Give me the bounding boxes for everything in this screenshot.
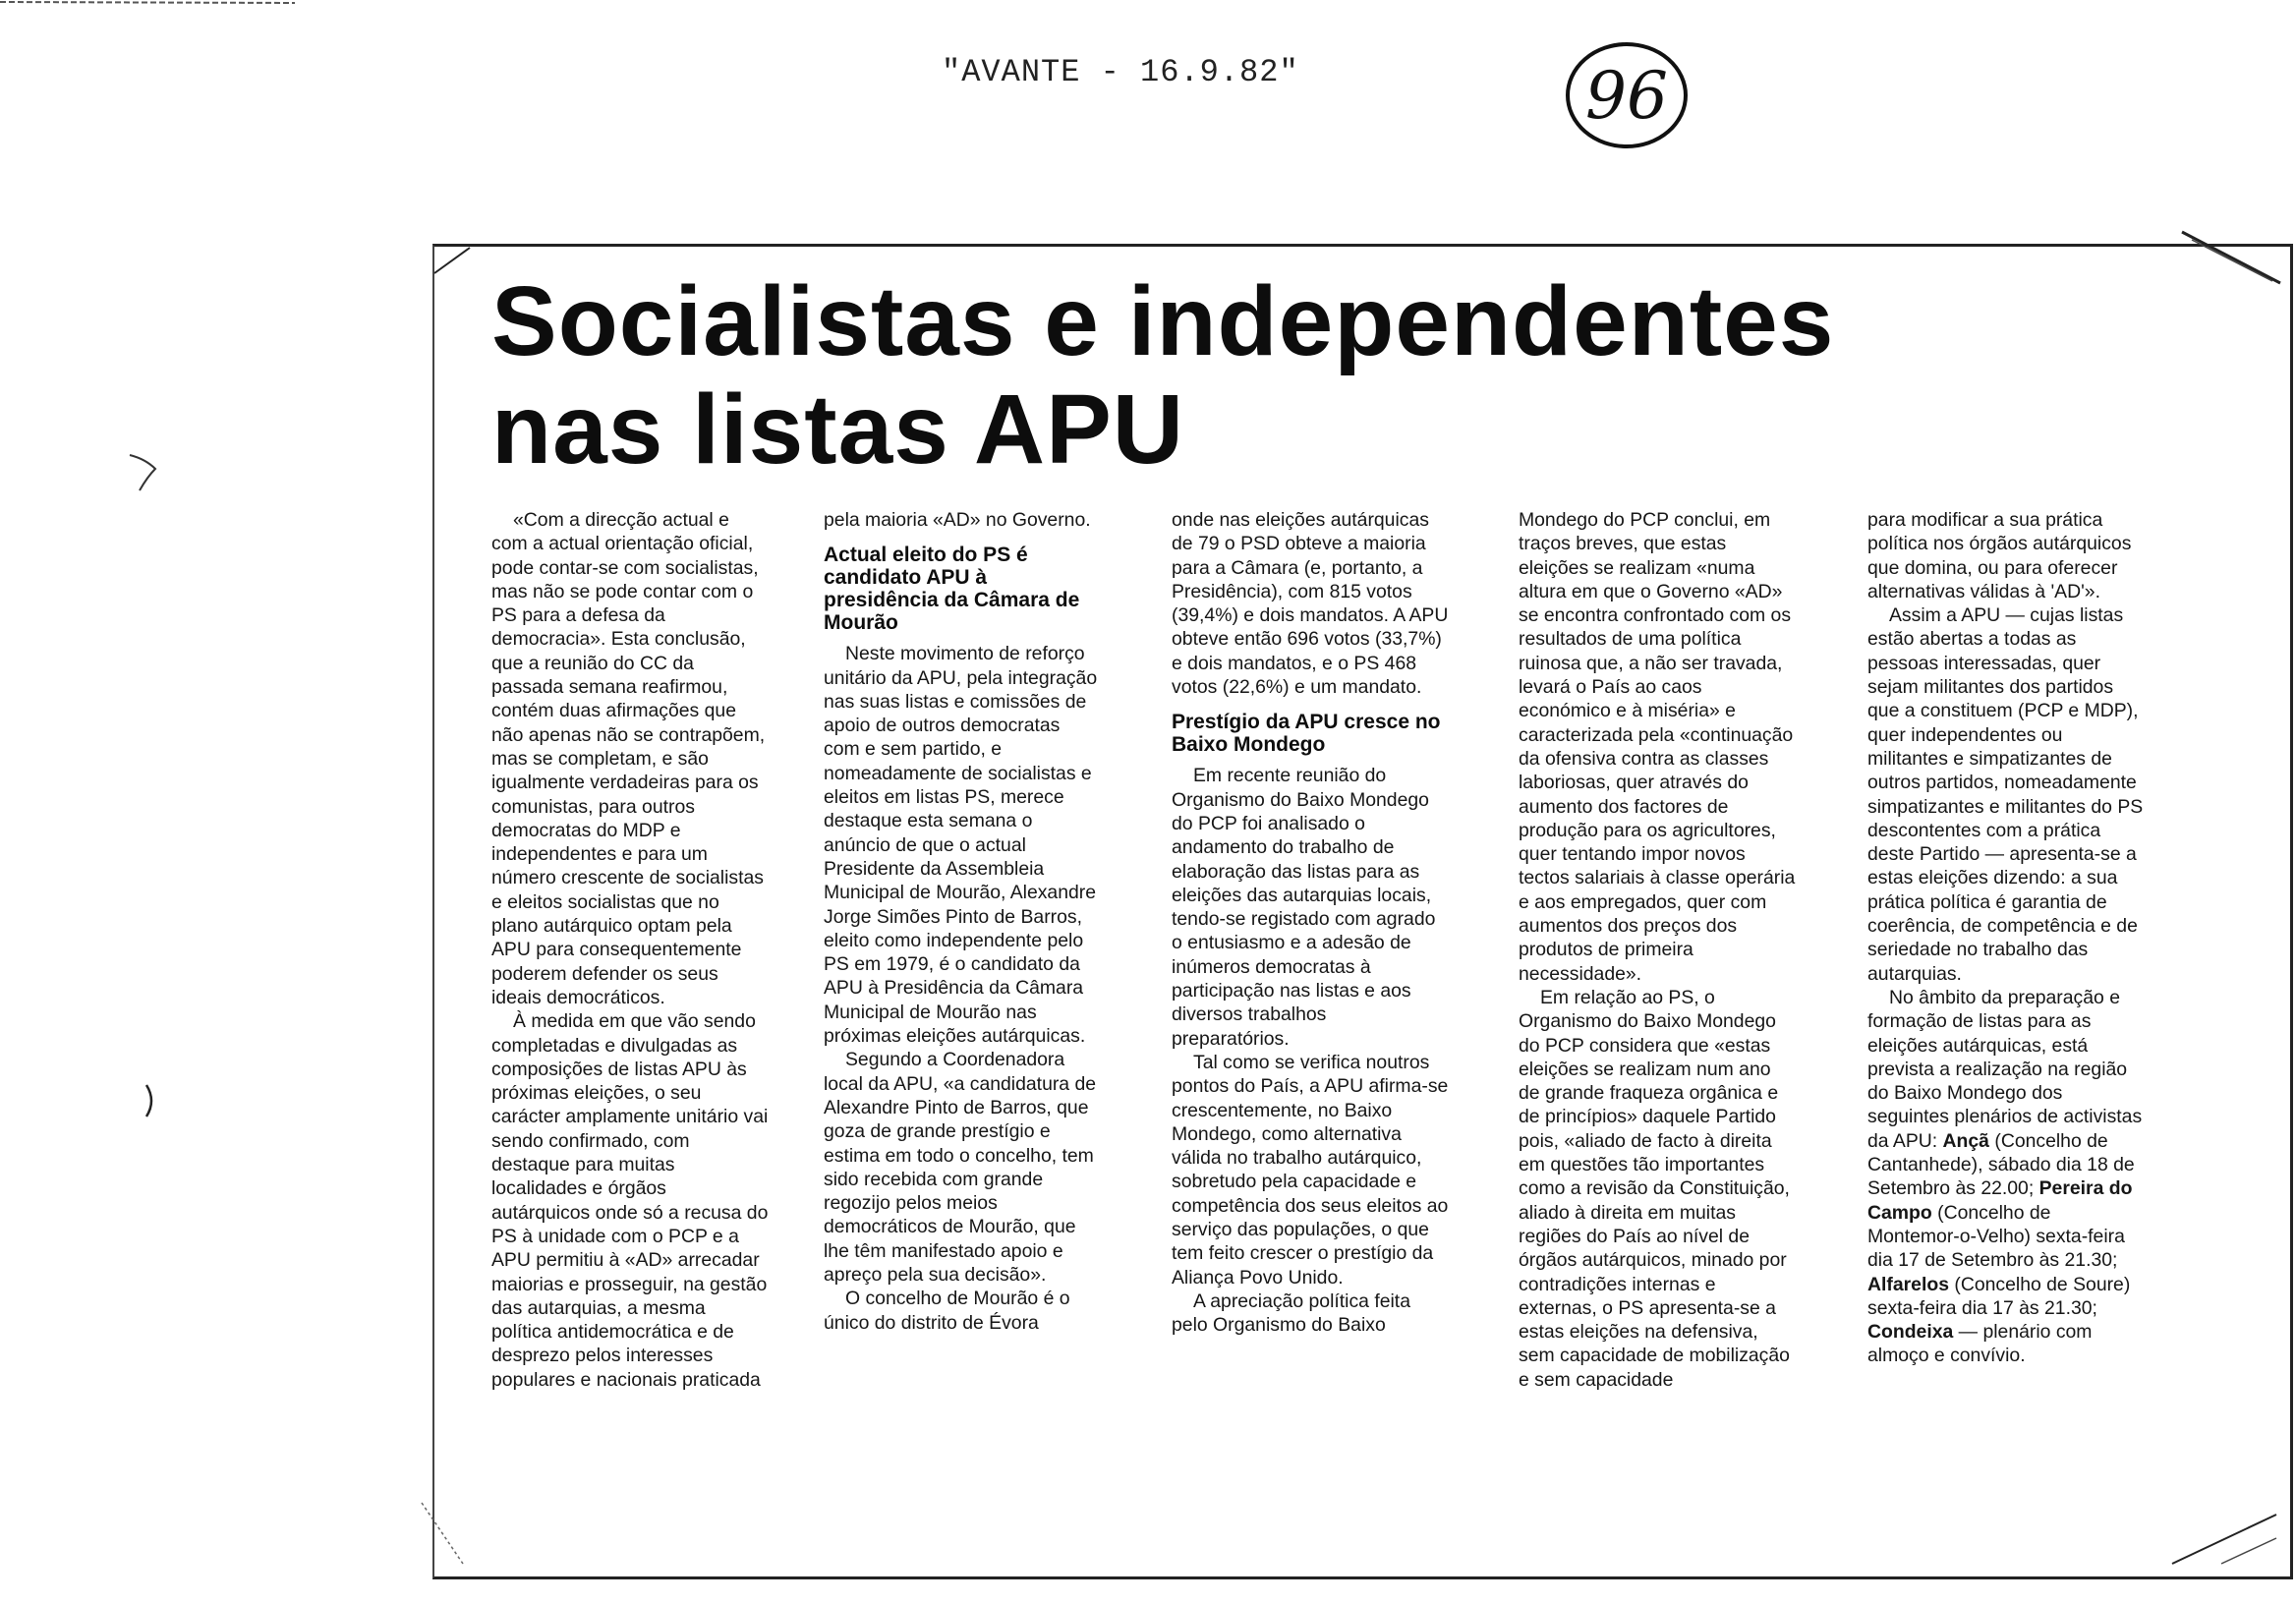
handwritten-page-number (1563, 39, 1691, 152)
place-detail: (Concelho de Montemor-o-Velho) sexta-feira dia 17 de Setembro às 21.30; (1867, 1201, 2125, 1272)
corner-mark-bottom-left (418, 1499, 467, 1568)
paragraph-plenaries (1867, 986, 2145, 1368)
headline-line-1: Socialistas e independentes (491, 266, 1835, 376)
paragraph: Mondego do PCP conclui, em traços breves, que estas eleições se realizam «numa altura em que o Governo «AD» se encontra confrontado com os resultados de uma política ruinosa que, a não ser travada, levará o País ao caos económico e à miséria» e caracterizada pela «continuação da ofensiva contra as classes laboriosas, quer através do aumento dos factores de produção para os agricultores, quer tentando impor novos tectos salariais à classe operária e aos empregados, quer com aumentos dos preços dos produtos de primeira necessidade». (1519, 509, 1796, 985)
source-date-line: "AVANTE - 16.9.82" (942, 54, 1299, 90)
place-detail: — plenário com almoço e convívio. (1867, 1321, 2093, 1367)
margin-pencil-mark (126, 447, 165, 496)
subheading-mourao: Actual eleito do PS é candidato APU à presidência da Câmara de Mourão (824, 544, 1080, 635)
article-headline (491, 267, 1907, 484)
article-column-1 (491, 508, 769, 1392)
margin-bracket-mark (143, 1083, 162, 1118)
headline-line-2: nas listas APU (491, 374, 1185, 485)
article-column-3 (1172, 508, 1449, 1338)
paragraph: Tal como se verifica noutros pontos do País, a APU afirma-se crescentemente, no Baixo Mondego, como alternativa válida no trabalho autárquico, sobretudo pela capacidade e competência dos seus eleitos ao serviço das populações, o que tem feito crescer o prestígio da Aliança Povo Unido. (1172, 1051, 1449, 1289)
paragraph: Neste movimento de reforço unitário da APU, pela integração nas suas listas e comissões de apoio de outros democratas com e sem partido, e nomeadamente de socialistas e eleitos em listas PS, merece destaque esta semana o anúncio de que o actual Presidente da Assembleia Municipal de Mourão, Alexandre Jorge Simões Pinto de Barros, eleito como independente pelo PS em 1979, é o candidato da APU à Presidência da Câmara Municipal de Mourão nas próximas eleições autárquicas. (824, 643, 1098, 1048)
corner-mark-top-left (432, 246, 472, 275)
place-name: Ançã (1942, 1129, 1989, 1152)
paragraph: À medida em que vão sendo completadas e divulgadas as composições de listas APU às próximas eleições, o seu carácter amplamente unitário vai sendo confirmado, com destaque para muitas localidades e órgãos autárquicos onde só a recusa do PS à unidade com o PCP e a APU permitiu à «AD» arrecadar maiorias e prosseguir, na gestão das autarquias, a mesma política antidemocrática e de desprezo pelos interesses populares e nacionais praticada (491, 1010, 769, 1391)
subheading-baixo-mondego: Prestígio da APU cresce no Baixo Mondego (1172, 711, 1441, 757)
place-detail: (Concelho de Soure) sexta-feira dia 17 às 21.30; (1867, 1273, 2131, 1319)
place-detail: (Concelho de Cantanhede), sábado dia 18 de Setembro às 22.00; (1867, 1129, 2135, 1200)
paragraph: Em recente reunião do Organismo do Baixo Mondego do PCP foi analisado o andamento do trabalho de elaboração das listas para as eleições das autarquias locais, tendo-se registado com agrado o entusiasmo e a adesão de inúmeros democratas à participação nas listas e aos diversos trabalhos preparatórios. (1172, 765, 1436, 1050)
paragraph: Em relação ao PS, o Organismo do Baixo Mondego do PCP considera que «estas eleições se realizam num ano de grande fraqueza orgânica e de princípios» daquele Partido pois, «aliado de facto à direita em questões tão importantes como a revisão da Constituição, aliado à direita em muitas regiões do País ao nível de órgãos autárquicos, minado por contradições internas e externas, o PS apresenta-se a estas eleições na defensiva, sem capacidade de mobilização e sem capacidade (1519, 986, 1790, 1391)
paragraph: O concelho de Mourão é o único do distrito de Évora (824, 1288, 1070, 1334)
paragraph: A apreciação política feita pelo Organismo do Baixo (1172, 1289, 1410, 1337)
corner-mark-bottom-right (2162, 1509, 2280, 1568)
scan-edge-artifact (0, 0, 885, 10)
place-name: Condeixa (1867, 1321, 1954, 1344)
paragraph: onde nas eleições autárquicas de 79 o PSD obteve a maioria para a Câmara (e, portanto, a Presidência), com 815 votos (39,4%) e dois mandatos. A APU obteve então 696 votos (33,7%) e dois mandatos, e o PS 468 votos (22,6%) e um mandato. (1172, 509, 1449, 699)
plenaries-intro: No âmbito da preparação e formação de listas para as eleições autárquicas, está prevista a realização na região do Baixo Mondego dos seguintes plenários de activistas da APU: (1867, 986, 2143, 1152)
paragraph: «Com a direcção actual e com a actual orientação oficial, pode contar-se com socialistas, mas não se pode contar com o PS para a defesa da democracia». Esta conclusão, que a reunião do CC da passada semana reafirmou, contém duas afirmações que não apenas não se contrapõem, mas se completam, e são igualmente verdadeiras para os comunistas, para outros democratas do MDP e independentes e para um número crescente de socialistas e eleitos socialistas que no plano autárquico optam pela APU para consequentemente poderem defender os seus ideais democráticos. (491, 509, 766, 1008)
article-column-4 (1519, 508, 1796, 1392)
page-number-text: 96 (1585, 58, 1668, 134)
paragraph: para modificar a sua prática política nos órgãos autárquicos que domina, ou para oferecer alternativas válidas à 'AD'». (1867, 509, 2132, 602)
article-column-2 (824, 508, 1101, 1335)
paragraph: pela maioria «AD» no Governo. (824, 509, 1091, 531)
paragraph: Assim a APU — cujas listas estão abertas a todas as pessoas interessadas, quer sejam militantes dos partidos que a constituem (PCP e MDP), quer independentes ou militantes e simpatizantes de outros partidos, nomeadamente simpatizantes e militantes do PS descontentes com a prática deste Partido — apresenta-se a estas eleições dizendo: a sua prática política é garantia de coerência, de competência e de seriedade no trabalho das autarquias. (1867, 604, 2144, 985)
place-name: Alfarelos (1867, 1273, 1949, 1295)
paragraph: Segundo a Coordenadora local da APU, «a candidatura de Alexandre Pinto de Barros, que goza de grande prestígio e estima em todo o concelho, tem sido recebida com grande regozijo pelos meios democráticos de Mourão, que lhe têm manifestado apoio e apreço pela sua decisão». (824, 1049, 1097, 1287)
corner-mark-top-right (2162, 228, 2290, 287)
article-column-5 (1867, 508, 2145, 1368)
place-name: Pereira do Campo (1867, 1177, 2133, 1224)
